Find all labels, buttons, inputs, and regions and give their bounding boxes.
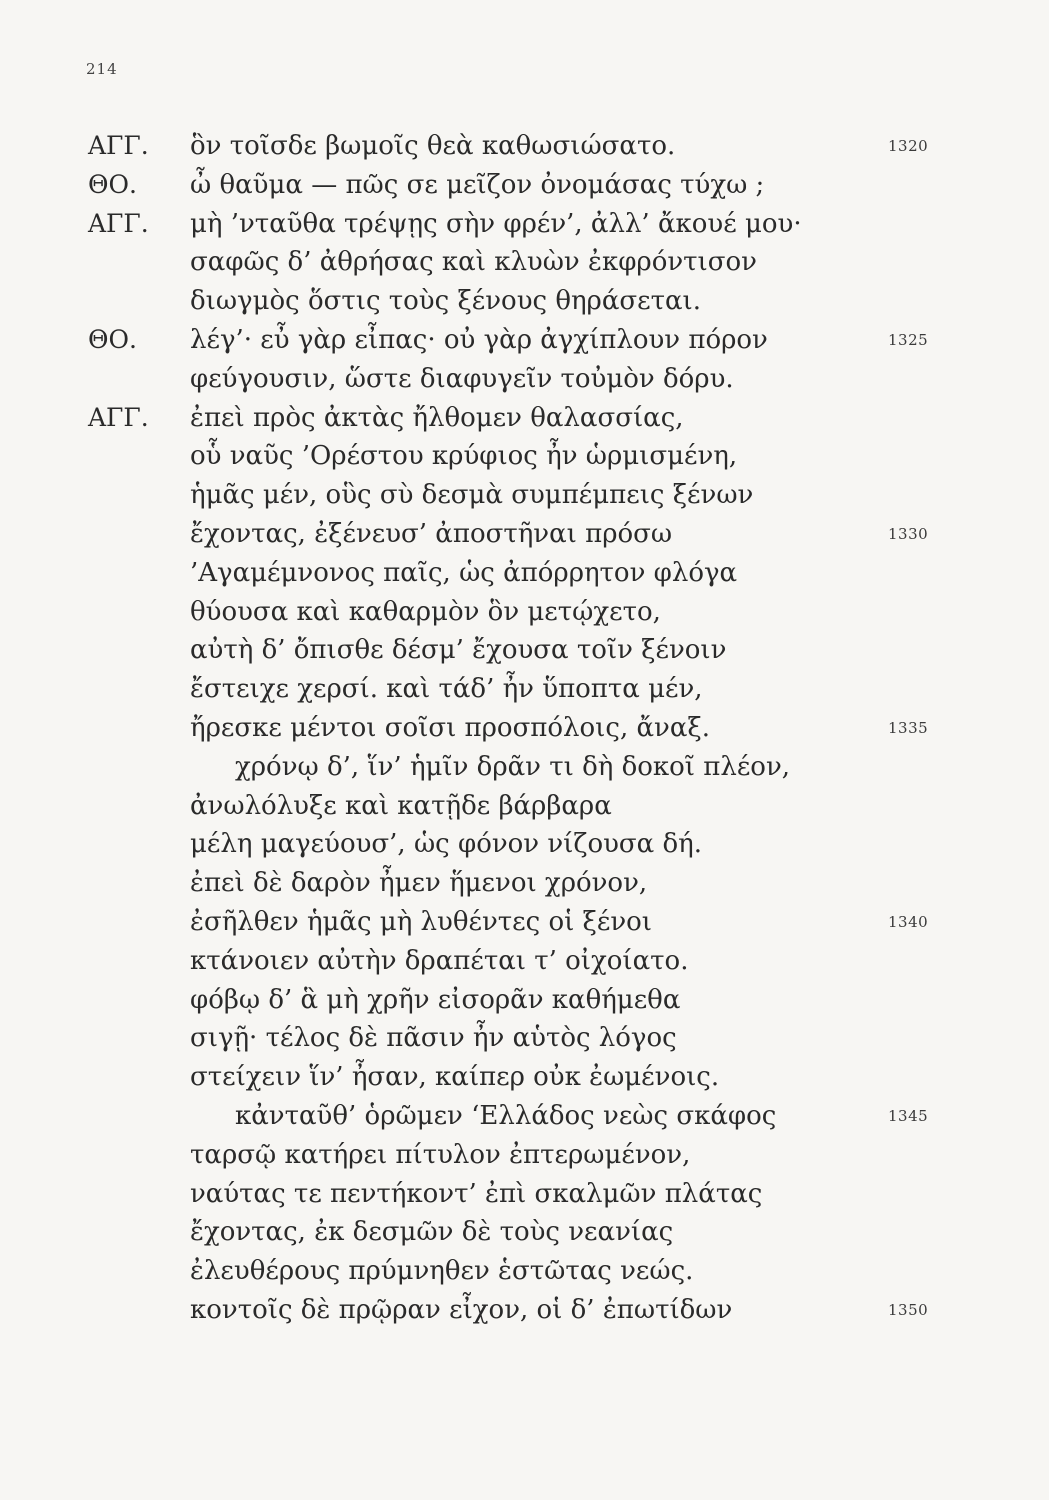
verse-text: ἐπεὶ πρὸς ἀκτὰς ἤλθομεν θαλασσίας, [190,402,684,433]
verse-line [0,1061,1049,1101]
line-number: 1330 [888,525,929,543]
verse-text: μέλη μαγεύουσ’, ὡς φόνον νίζουσα δή. [190,829,702,860]
speaker-label: ΘΟ. [88,325,137,354]
verse-line [0,1294,1049,1334]
verse-text: σαφῶς δ’ ἀθρήσας καὶ κλυὼν ἐκφρόντισον [190,247,757,278]
verse-text: αὐτὴ δ’ ὄπισθε δέσμ’ ἔχουσα τοῖν ξένοιν [190,635,727,666]
line-number: 1350 [888,1301,929,1319]
speaker-label: ΑΓΓ. [88,208,149,238]
verse-text: ἤρεσκε μέντοι σοῖσι προσπόλοις, ἄναξ. [190,713,710,743]
verse-text: ἐπεὶ δὲ δαρὸν ἦμεν ἥμενοι χρόνον, [190,868,648,899]
verse-text: ἡμᾶς μέν, οὓς σὺ δεσμὰ συμπέμπεις ξένων [190,480,754,511]
verse-text: σιγῇ· τέλος δὲ πᾶσιν ἦν αὑτὸς λόγος [190,1023,677,1054]
verse-text: ἐλευθέρους πρύμνηθεν ἑστῶτας νεώς. [190,1256,694,1287]
verse-text: λέγ’· εὖ γὰρ εἶπας· οὐ γὰρ ἀγχίπλουν πόρον [190,325,768,355]
line-number: 1325 [888,331,929,349]
verse-line [0,751,1049,791]
verse-text: ἔχοντας, ἐξένευσ’ ἀποστῆναι πρόσω [190,519,673,549]
verse-line [0,402,1049,442]
verse-text: ’Αγαμέμνονος παῖς, ὡς ἀπόρρητον φλόγα [190,557,738,588]
verse-line [0,1216,1049,1256]
verse-line [0,479,1049,519]
verse-line [0,169,1049,209]
verse-text: μὴ ’νταῦθα τρέψῃς σὴν φρέν’, ἀλλ’ ἄκουέ μου· [190,208,802,239]
verse-text: φόβῳ δ’ ἃ μὴ χρῆν εἰσορᾶν καθήμεθα [190,984,681,1015]
verse-line [0,712,1049,752]
speaker-label: ΑΓΓ. [88,131,149,160]
verse-text: ταρσῷ κατήρει πίτυλον ἐπτερωμένον, [190,1139,691,1170]
verse-line [0,1255,1049,1295]
verse-line [0,673,1049,713]
verse-line [0,518,1049,558]
verse-line [0,363,1049,403]
verse-text: ἔχοντας, ἐκ δεσμῶν δὲ τοὺς νεανίας [190,1217,674,1248]
verse-text: ὃν τοῖσδε βωμοῖς θεὰ καθωσιώσατο. [190,131,676,161]
speaker-label: ΑΓΓ. [88,402,149,432]
verse-line [0,790,1049,830]
verse-line [0,945,1049,985]
verse-line [0,1022,1049,1062]
verse-text: ἐσῆλθεν ἡμᾶς μὴ λυθέντες οἱ ξένοι [190,907,652,937]
verse-text: οὗ ναῦς ’Ορέστου κρύφιος ἦν ὡρμισμένη, [190,441,738,472]
verse-text: ναύτας τε πεντήκοντ’ ἐπὶ σκαλμῶν πλάτας [190,1178,763,1209]
verse-line [0,324,1049,364]
verse-text: χρόνῳ δ’, ἵν’ ἡμῖν δρᾶν τι δὴ δοκοῖ πλέον, [235,751,791,782]
line-number: 1340 [888,913,929,931]
verse-line [0,867,1049,907]
verse-line [0,634,1049,674]
speaker-label: ΘΟ. [88,169,137,199]
verse-text: θύουσα καὶ καθαρμὸν ὃν μετῴχετο, [190,596,661,627]
verse-line [0,828,1049,868]
verse-line [0,596,1049,636]
verse-line [0,1139,1049,1179]
verse-line [0,208,1049,248]
verse-line [0,130,1049,170]
verse-text: ὦ θαῦμα — πῶς σε μεῖζον ὀνομάσας τύχω ; [190,169,765,200]
verse-text: ἀνωλόλυξε καὶ κατῇδε βάρβαρα [190,790,612,821]
verse-line [0,440,1049,480]
verse-text: στείχειν ἵν’ ἦσαν, καίπερ οὐκ ἐωμένοις. [190,1062,720,1093]
line-number: 1320 [888,137,929,155]
line-number: 1345 [888,1107,929,1125]
verse-line [0,1100,1049,1140]
verse-text: κἀνταῦθ’ ὁρῶμεν ‘Ελλάδος νεὼς σκάφος [235,1101,777,1131]
verse-text: φεύγουσιν, ὥστε διαφυγεῖν τοὐμὸν δόρυ. [190,363,734,394]
verse-line [0,1178,1049,1218]
verse-line [0,246,1049,286]
verse-text: ἔστειχε χερσί. καὶ τάδ’ ἦν ὕποπτα μέν, [190,674,703,705]
verse-line [0,557,1049,597]
verse-line [0,906,1049,946]
verse-line [0,984,1049,1024]
page-number: 214 [86,60,118,78]
line-number: 1335 [888,719,929,737]
verse-text: κοντοῖς δὲ πρῷραν εἶχον, οἱ δ’ ἐπωτίδων [190,1295,733,1325]
verse-text: διωγμὸς ὅστις τοὺς ξένους θηράσεται. [190,286,702,317]
verse-line [0,285,1049,325]
verse-text: κτάνοιεν αὐτὴν δραπέται τ’ οἰχοίατο. [190,945,689,976]
